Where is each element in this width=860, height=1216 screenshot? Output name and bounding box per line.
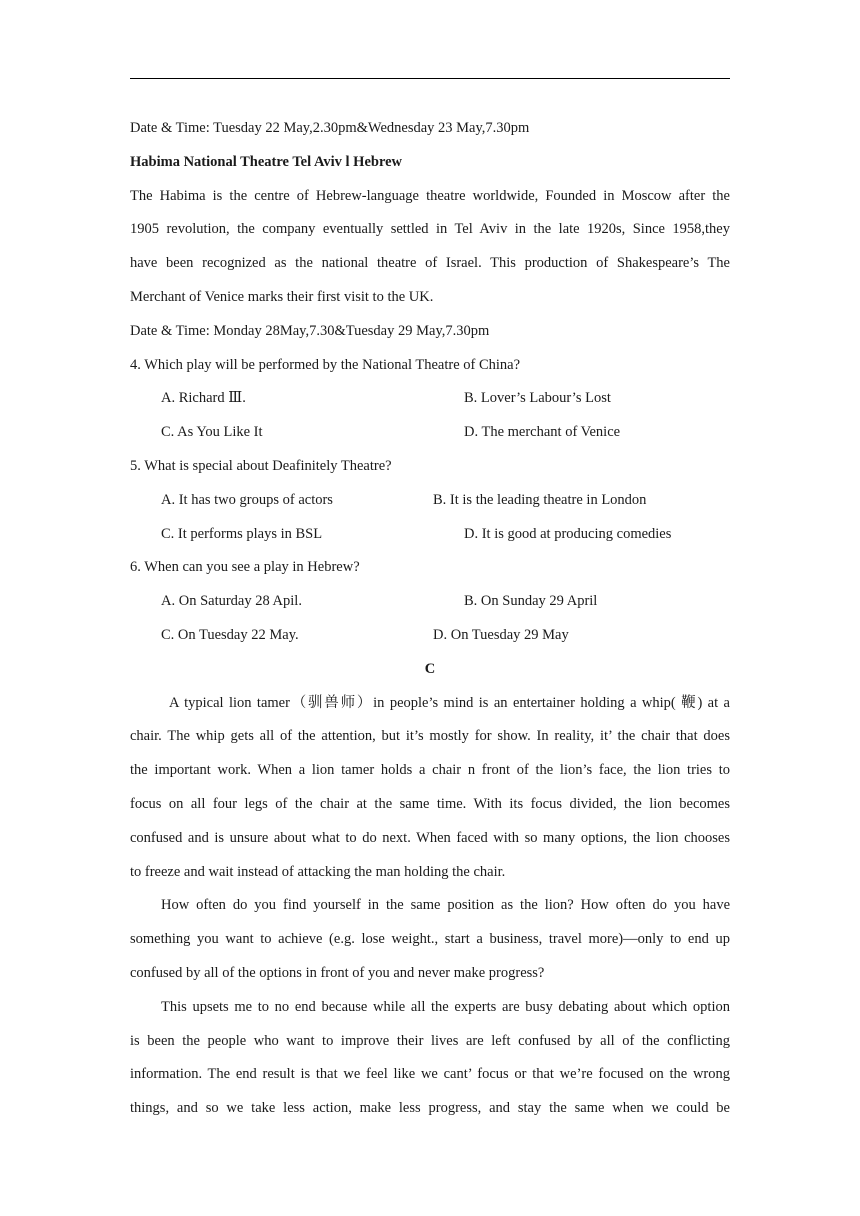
habima-paragraph: [130, 180, 730, 315]
paragraph-line: chair. The whip gets all of the attention, but it’s mostly for show. In reality, it’ the chair that does: [130, 728, 730, 745]
date-time-line-2: Date & Time: Monday 28May,7.30&Tuesday 29 May,7.30pm: [130, 322, 490, 339]
question-6-options-row-1: [130, 585, 730, 619]
question-6-stem: 6. When can you see a play in Hebrew?: [130, 559, 360, 576]
question-6-option-a: A. On Saturday 28 Apil.: [161, 593, 302, 610]
paragraph-line: the important work. When a lion tamer holds a chair n front of the lion’s face, the lion tries to: [130, 762, 730, 779]
question-4-option-a: A. Richard Ⅲ.: [161, 390, 246, 407]
question-5-option-b: B. It is the leading theatre in London: [433, 491, 647, 508]
question-5-option-c: C. It performs plays in BSL: [161, 525, 323, 542]
question-5-stem: 5. What is special about Deafinitely Theatre?: [130, 457, 392, 474]
paragraph-line: confused and is unsure about what to do next. When faced with so many options, the lion chooses: [130, 829, 730, 846]
paragraph-line: to freeze and wait instead of attacking the man holding the chair.: [130, 863, 506, 880]
header-rule: [130, 78, 730, 79]
paragraph-line: something you want to achieve (e.g. lose weight., start a business, travel more)—only to end up: [130, 931, 730, 948]
paragraph-line: Merchant of Venice marks their first visit to the UK.: [130, 288, 434, 305]
paragraph-line: How often do you find yourself in the same position as the lion? How often do you have: [161, 897, 730, 914]
question-6-option-c: C. On Tuesday 22 May.: [161, 626, 299, 643]
paragraph-line: information. The end result is that we feel like we cant’ focus or that we’re focused on the wrong: [130, 1066, 730, 1083]
paragraph-line: 1905 revolution, the company eventually settled in Tel Aviv in the late 1920s, Since 1958,they: [130, 221, 730, 238]
paragraph-line: have been recognized as the national theatre of Israel. This production of Shakespeare’s The: [130, 255, 730, 272]
question-6-option-b: B. On Sunday 29 April: [464, 593, 598, 610]
section-c-paragraph-3: [130, 991, 730, 1126]
section-c-heading: C: [424, 660, 436, 677]
section-c-paragraph-2: [130, 889, 730, 990]
paragraph-line: focus on all four legs of the chair at the same time. With its focus divided, the lion becomes: [130, 795, 730, 812]
section-c-paragraph-1: [130, 687, 730, 890]
paragraph-line: is been the people who want to improve their lives are left confused by all of the conflicting: [130, 1032, 730, 1049]
paragraph-line: confused by all of the options in front of you and never make progress?: [130, 964, 545, 981]
date-time-line-1: Date & Time: Tuesday 22 May,2.30pm&Wednesday 23 May,7.30pm: [130, 120, 530, 136]
question-6-option-d: D. On Tuesday 29 May: [433, 626, 569, 643]
question-5-option-a: A. It has two groups of actors: [161, 491, 333, 508]
question-5-options-row-2: [130, 518, 730, 552]
paragraph-line: things, and so we take less action, make less progress, and stay the same when we could be: [130, 1100, 730, 1117]
document-page: [130, 112, 730, 1126]
question-6-options-row-2: [130, 619, 730, 653]
question-4-option-b: B. Lover’s Labour’s Lost: [464, 390, 611, 407]
paragraph-line: The Habima is the centre of Hebrew-language theatre worldwide, Founded in Moscow after the: [130, 187, 730, 204]
question-4-option-c: C. As You Like It: [161, 424, 263, 441]
question-4-options-row-2: [130, 416, 730, 450]
paragraph-line: This upsets me to no end because while all the experts are busy debating about which option: [161, 998, 730, 1015]
question-5-option-d: D. It is good at producing comedies: [464, 525, 672, 542]
question-4-stem: 4. Which play will be performed by the National Theatre of China?: [130, 356, 521, 373]
question-4-option-d: D. The merchant of Venice: [464, 424, 621, 441]
question-4-options-row-1: [130, 382, 730, 416]
question-5-options-row-1: [130, 484, 730, 518]
habima-heading: Habima National Theatre Tel Aviv l Hebrew: [130, 153, 403, 170]
paragraph-line: A typical lion tamer（驯兽师）in people’s mind is an entertainer holding a whip( 鞭) at a: [169, 694, 730, 711]
